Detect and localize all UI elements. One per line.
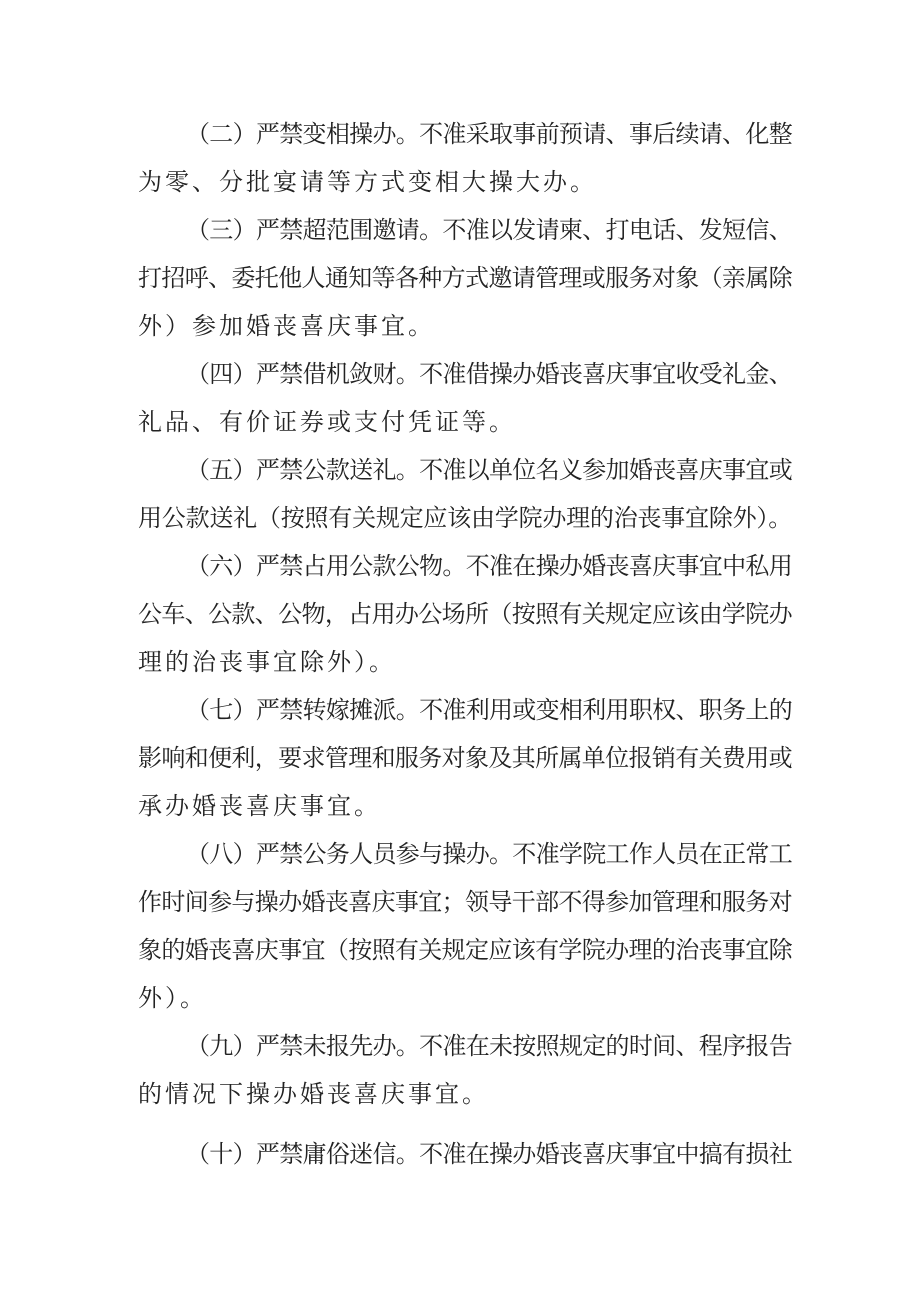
paragraph-6-line-3: 理的治丧事宜除外）。 (138, 648, 396, 676)
paragraph-3-line-3: 外）参加婚丧喜庆事宜。 (138, 312, 435, 340)
paragraph-10-line-1: （十）严禁庸俗迷信。不准在操办婚丧喜庆事宜中搞有损社 (186, 1140, 792, 1168)
paragraph-2-line-1: （二）严禁变相操办。不准采取事前预请、事后续请、化整 (186, 120, 792, 148)
paragraph-8-line-1: （八）严禁公务人员参与操办。不准学院工作人员在正常工 (186, 840, 792, 868)
paragraph-5-line-2: 用公款送礼（按照有关规定应该由学院办理的治丧事宜除外）。 (138, 504, 792, 532)
paragraph-4-line-1: （四）严禁借机敛财。不准借操办婚丧喜庆事宜收受礼金、 (186, 360, 792, 388)
paragraph-3-line-2: 打招呼、委托他人通知等各种方式邀请管理或服务对象（亲属除 (138, 264, 792, 292)
paragraph-6-line-2: 公车、公款、公物，占用办公场所（按照有关规定应该由学院办 (138, 600, 792, 628)
paragraph-7-line-1: （七）严禁转嫁摊派。不准利用或变相利用职权、职务上的 (186, 696, 792, 724)
paragraph-7-line-2: 影响和便利，要求管理和服务对象及其所属单位报销有关费用或 (138, 744, 792, 772)
paragraph-2-line-2: 为零、分批宴请等方式变相大操大办。 (138, 168, 597, 196)
paragraph-6-line-1: （六）严禁占用公款公物。不准在操办婚丧喜庆事宜中私用 (186, 552, 792, 580)
paragraph-8-line-3: 象的婚丧喜庆事宜（按照有关规定应该有学院办理的治丧事宜除 (138, 936, 792, 964)
paragraph-4-line-2: 礼品、有价证券或支付凭证等。 (138, 408, 516, 436)
paragraph-7-line-3: 承办婚丧喜庆事宜。 (138, 792, 381, 820)
paragraph-8-line-2: 作时间参与操办婚丧喜庆事宜；领导干部不得参加管理和服务对 (138, 888, 792, 916)
paragraph-5-line-1: （五）严禁公款送礼。不准以单位名义参加婚丧喜庆事宜或 (186, 456, 792, 484)
paragraph-9-line-1: （九）严禁未报先办。不准在未按照规定的时间、程序报告 (186, 1032, 792, 1060)
paragraph-8-line-4: 外）。 (138, 984, 207, 1012)
paragraph-3-line-1: （三）严禁超范围邀请。不准以发请柬、打电话、发短信、 (186, 216, 792, 244)
paragraph-9-line-2: 的情况下操办婚丧喜庆事宜。 (138, 1080, 489, 1108)
